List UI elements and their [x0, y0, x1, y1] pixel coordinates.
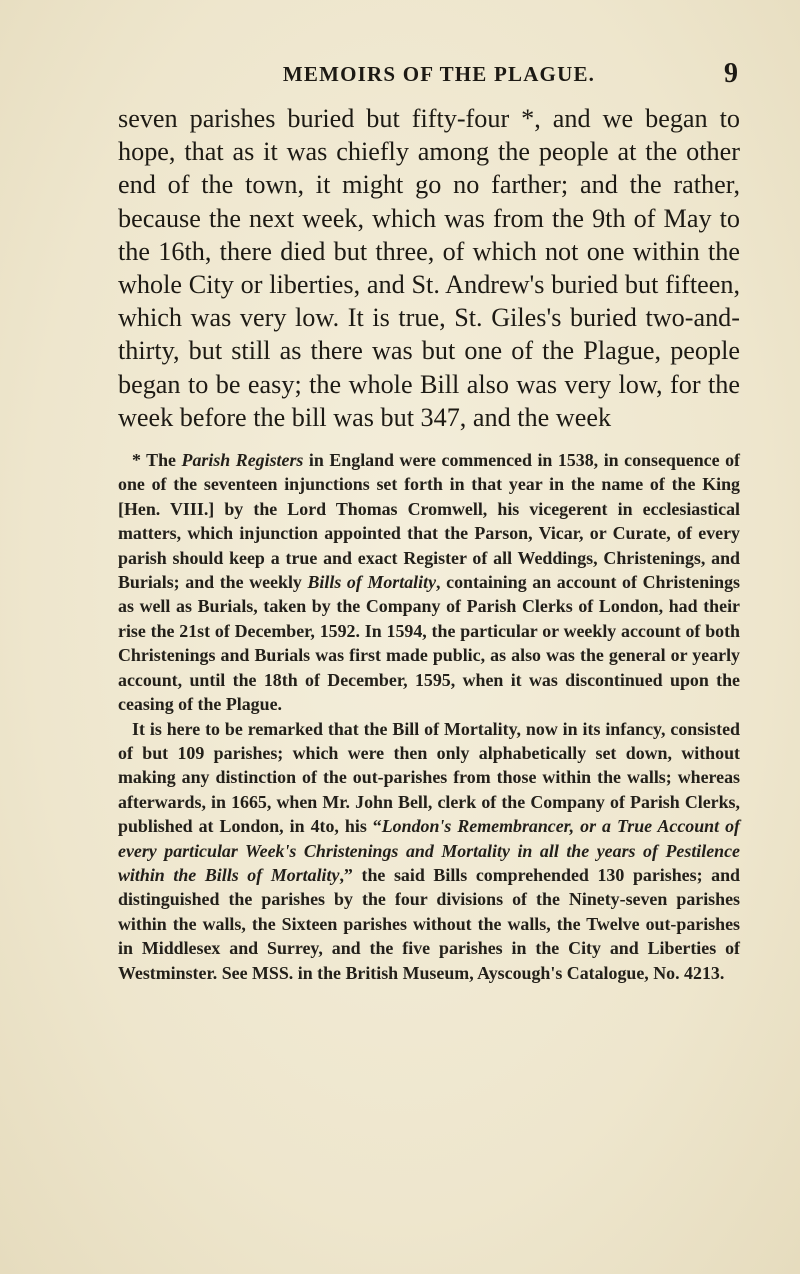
footnote-paragraph-1 [118, 448, 740, 716]
footnote-text: * The [132, 450, 182, 471]
footnote-text: ,” the said Bills comprehended 130 parishes; and distinguished the parishes by the four divisions of the Ninety-seven parishes within the walls, the Sixteen parishes without the walls, the Twelve out-parishes in Middlesex and Surrey, and the five parishes in the City and Liberties of Westminster. See MSS. in the British Museum, Ayscough's Catalogue, No. 4213. [118, 864, 741, 983]
footnote [118, 448, 740, 985]
footnote-italic-title: London's Remembrancer, or a True Account of every particular Week's Christenings and Mortality in all the years of Pestilence within the Bills of Mortality [118, 816, 740, 885]
footnote-paragraph-2 [118, 717, 740, 985]
page-number: 9 [724, 58, 738, 89]
running-header [118, 58, 740, 102]
running-title: MEMOIRS OF THE PLAGUE. [282, 62, 596, 86]
footnote-text: , containing an account of Christenings as well as Burials, taken by the Company of Parish Clerks of London, had their rise the 21st of December, 1592. In 1594, the particular or weekly account of both Christenings and Burials was first made public, as also was the general or yearly account, until the 18th of December, 1595, when it was discontinued upon the ceasing of the Plague. [118, 572, 740, 715]
body-paragraph: seven parishes buried but fifty-four *, and we began to hope, that as it was chiefly among the people at the other end of the town, it might go no farther; and the rather, because the next week, which was from the 9th of May to the 16th, there died but three, of which not one within the whole City or liberties, and St. Andrew's buried but fifteen, which was very low. It is true, St. Giles's buried two-and-thirty, but still as there was but one of the Plague, people began to be easy; the whole Bill also was very low, for the week before the bill was but 347, and the week [118, 104, 740, 432]
main-text [118, 102, 740, 434]
footnote-text: in England were commenced in 1538, in consequence of one of the seventeen injunctions set forth in that year in the name of the King [Hen. VIII.] by the Lord Thomas Cromwell, his vicegerent in ecclesiastical matters, which injunction appointed that the Parson, Vicar, or Curate, of every parish should keep a true and exact Register of all Weddings, Christenings, and Burials; and the weekly [118, 450, 740, 593]
footnote-italic-title: Bills of Mortality [307, 572, 437, 593]
footnote-text: It is here to be remarked that the Bill of Mortality, now in its infancy, consisted of but 109 parishes; which were then only alphabetically set down, without making any distinction of the out-parishes from those within the walls; whereas afterwards, in 1665, when Mr. John Bell, clerk of the Company of Parish Clerks, published at London, in 4to, his “ [118, 718, 740, 837]
footnote-italic-title: Parish Registers [181, 450, 304, 471]
